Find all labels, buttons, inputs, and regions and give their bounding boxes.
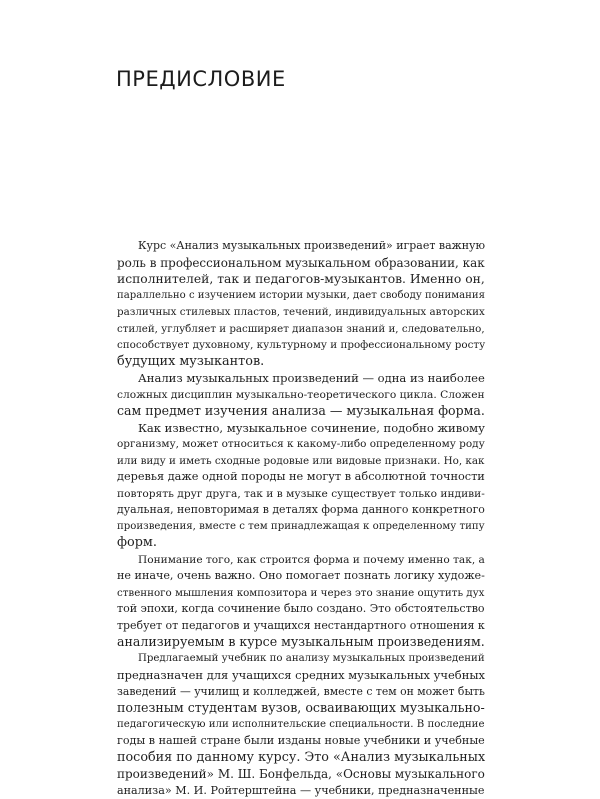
text-line: произведения, вместе с тем принадлежащая к определенному типу <box>117 519 485 536</box>
text-line: полезным студентам вузов, осваивающих музыкально- <box>117 700 485 717</box>
text-line: параллельно с изучением истории музыки, дает свободу понимания <box>117 288 485 305</box>
text-line: Как известно, музыкальное сочинение, подобно живому <box>117 420 485 437</box>
paragraph <box>117 651 485 799</box>
page-title: ПРЕДИСЛОВИЕ <box>116 67 286 91</box>
text-line: или виду и иметь сходные родовые или видовые признаки. Но, как <box>117 453 485 470</box>
text-line: различных стилевых пластов, течений, индивидуальных авторских <box>117 304 485 321</box>
text-line: Предлагаемый учебник по анализу музыкальных произведений <box>117 651 485 668</box>
text-line: способствует духовному, культурному и профессиональному росту <box>117 337 485 354</box>
text-line: ственного мышления композитора и через это знание ощутить дух <box>117 585 485 602</box>
text-line: Понимание того, как строится форма и почему именно так, а <box>117 552 485 569</box>
text-line: будущих музыкантов. <box>117 354 485 371</box>
text-line: Курс «Анализ музыкальных произведений» играет важную <box>117 238 485 255</box>
text-line: не иначе, очень важно. Оно помогает познать логику художе- <box>117 568 485 585</box>
text-line: исполнителей, так и педагогов-музыкантов. Именно он, <box>117 271 485 288</box>
text-line: организму, может относиться к какому-либо определенному роду <box>117 436 485 453</box>
text-line: деревья даже одной породы не могут в абсолютной точности <box>117 469 485 486</box>
paragraph <box>117 420 485 552</box>
text-line: дуальная, неповторимая в деталях форма данного конкретного <box>117 502 485 519</box>
paragraph <box>117 370 485 420</box>
text-line: стилей, углубляет и расширяет диапазон знаний и, следовательно, <box>117 321 485 338</box>
text-line: форм. <box>117 535 485 552</box>
text-line: заведений — училищ и колледжей, вместе с тем он может быть <box>117 684 485 701</box>
text-line: сам предмет изучения анализа — музыкальная форма. <box>117 403 485 420</box>
body-text <box>117 238 485 799</box>
text-line: требует от педагогов и учащихся нестандартного отношения к <box>117 618 485 635</box>
text-line: Анализ музыкальных произведений — одна из наиболее <box>117 370 485 387</box>
text-line: анализируемым в курсе музыкальным произведениям. <box>117 634 485 651</box>
text-line: годы в нашей стране были изданы новые учебники и учебные <box>117 733 485 750</box>
paragraph <box>117 552 485 651</box>
text-line: той эпохи, когда сочинение было создано. Это обстоятельство <box>117 601 485 618</box>
text-line: пособия по данному курсу. Это «Анализ музыкальных <box>117 750 485 767</box>
text-line: предназначен для учащихся средних музыкальных учебных <box>117 667 485 684</box>
text-line: произведений» М. Ш. Бонфельда, «Основы музыкального <box>117 766 485 783</box>
paragraph <box>117 238 485 370</box>
text-line: повторять друг друга, так и в музыке существует только индиви- <box>117 486 485 503</box>
text-line: педагогическую или исполнительские специальности. В последние <box>117 717 485 734</box>
text-line: сложных дисциплин музыкально-теоретического цикла. Сложен <box>117 387 485 404</box>
text-line: анализа» М. И. Ройтерштейна — учебники, предназначенные <box>117 783 485 799</box>
text-line: роль в профессиональном музыкальном образовании, как <box>117 255 485 272</box>
